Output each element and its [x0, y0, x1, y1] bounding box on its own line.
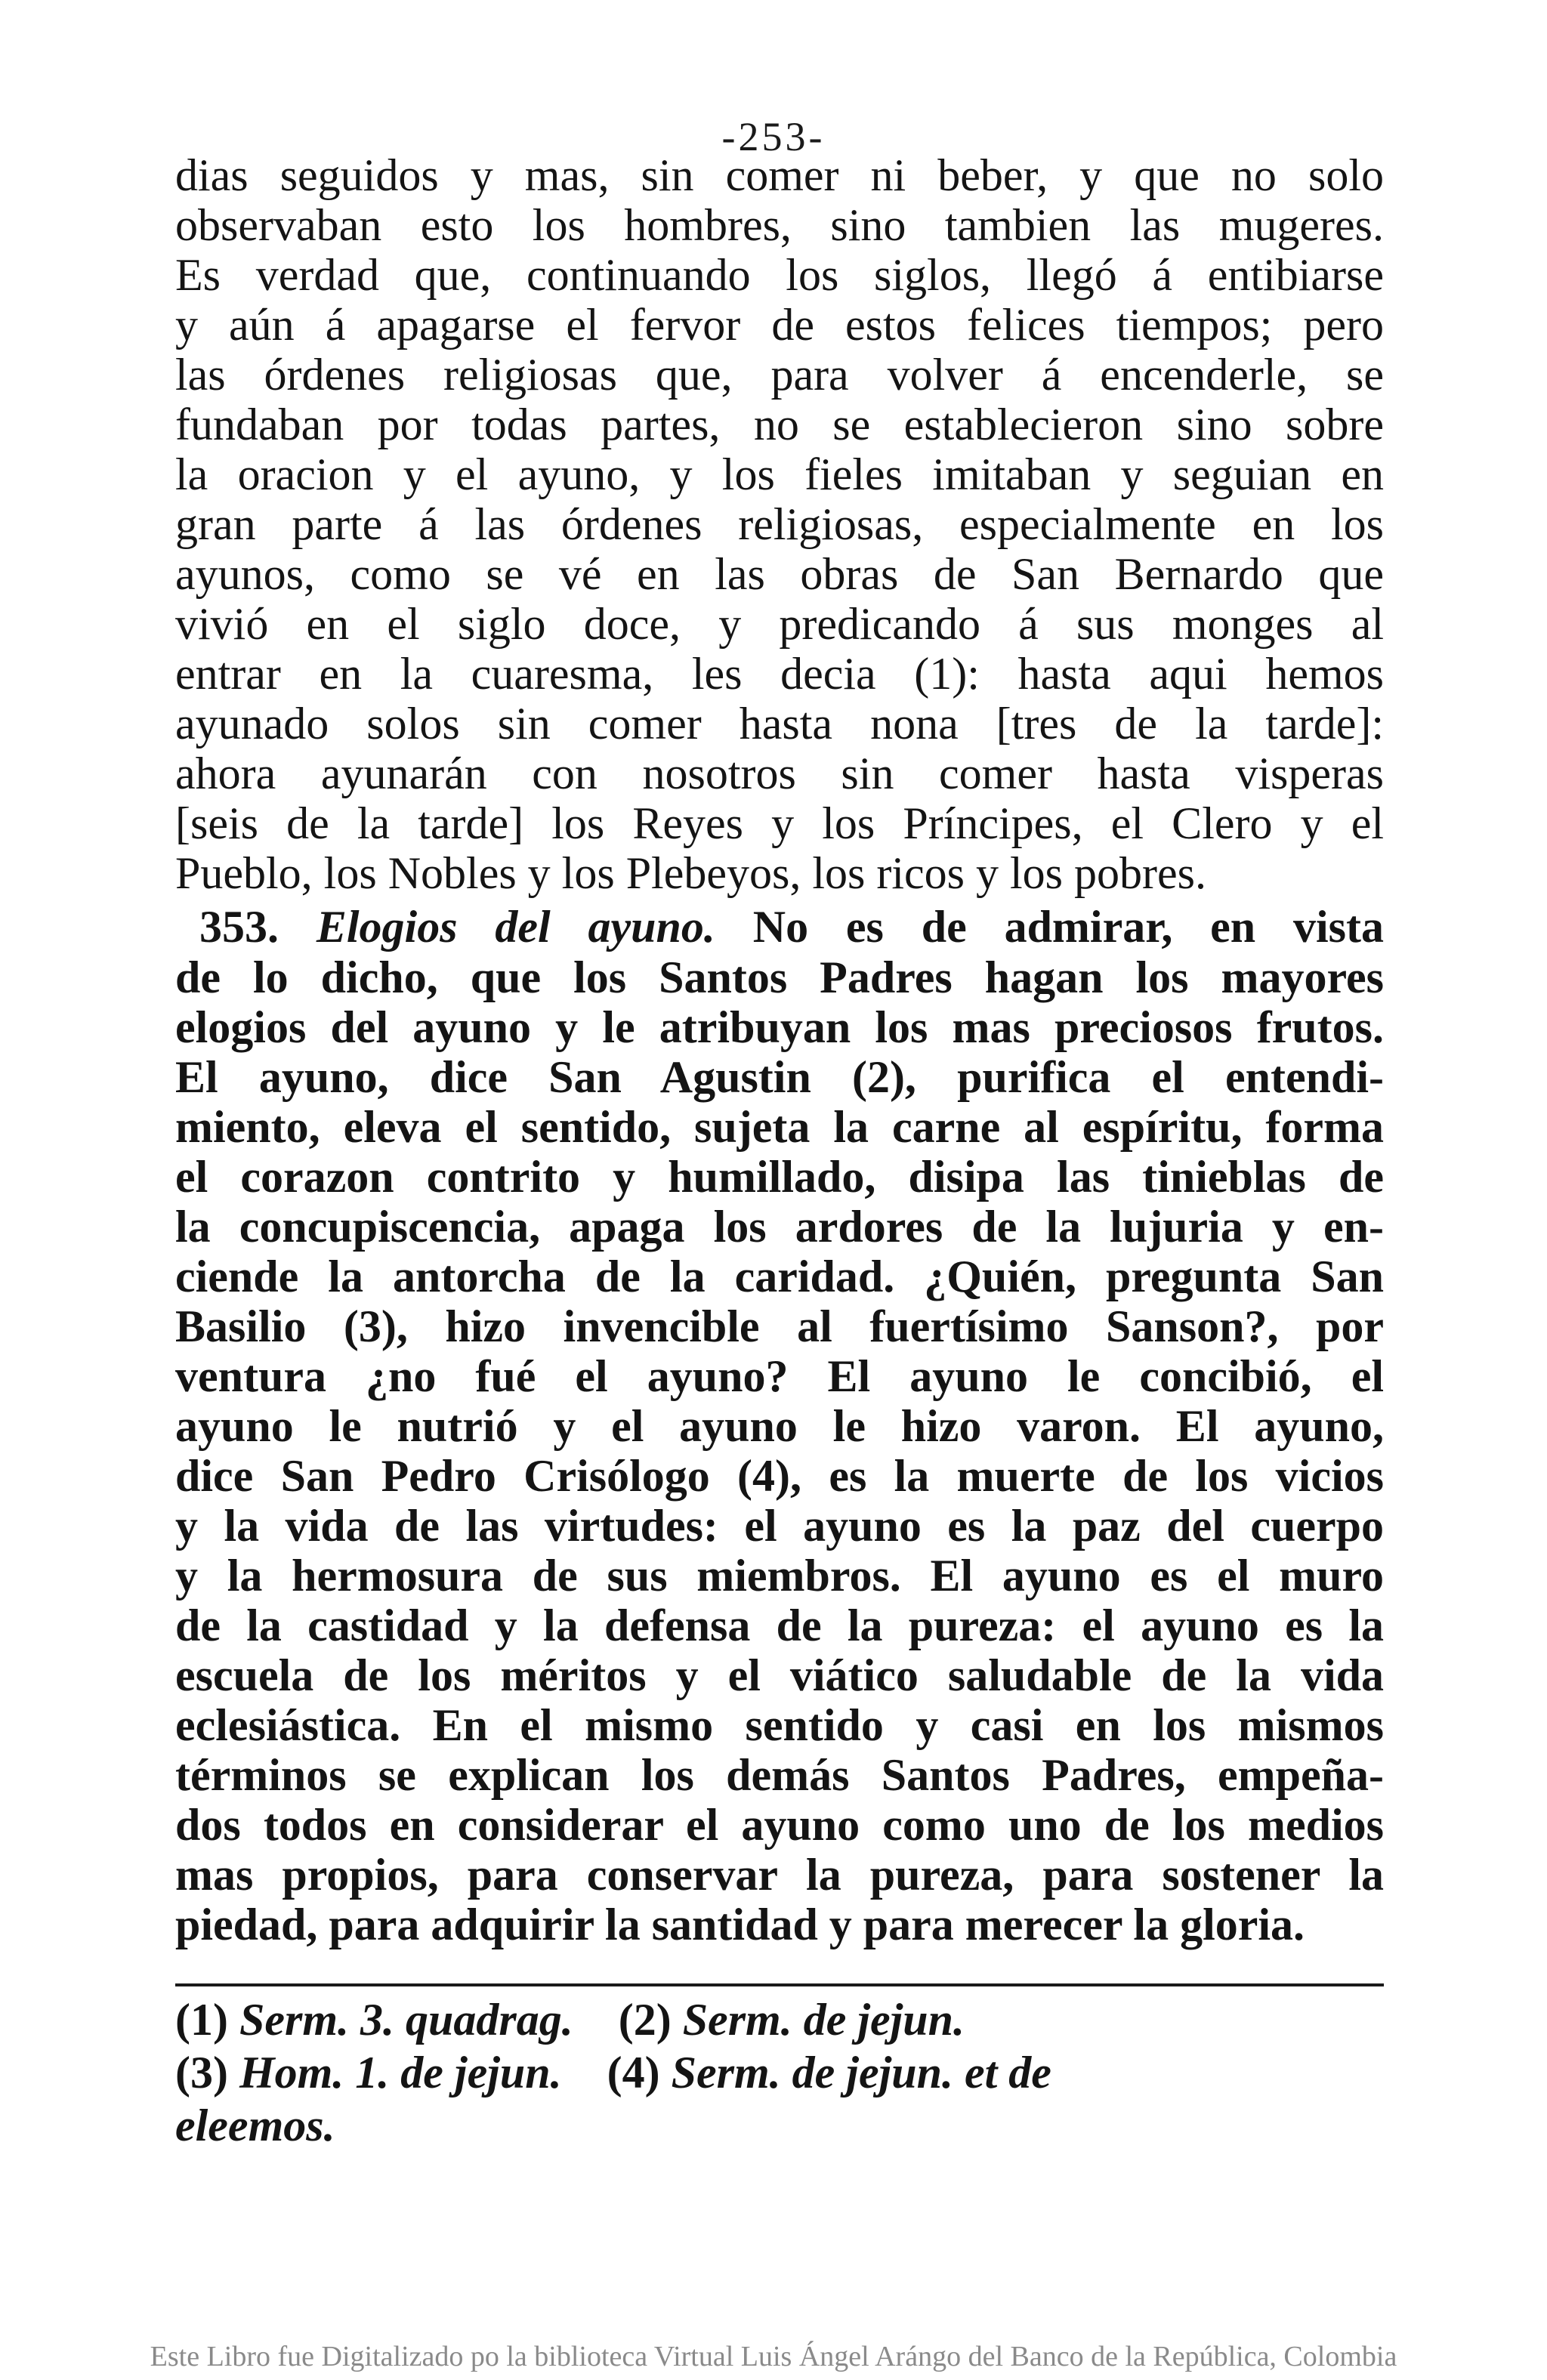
- section-first-line: No es de admirar, en vista: [752, 902, 1385, 952]
- footnote-mark: (1): [175, 1995, 228, 2045]
- footnote-rule: [175, 1983, 1384, 1986]
- text-line: ahora ayunarán con nosotros sin comer hasta visperas: [175, 749, 1384, 798]
- text-line: y la vida de las virtudes: el ayuno es la paz del cuerpo: [175, 1501, 1384, 1551]
- text-line: fundaban por todas partes, no se establecieron sino sobre: [175, 400, 1384, 449]
- text-line: ciende la antorcha de la caridad. ¿Quién, pregunta San: [175, 1252, 1384, 1301]
- footnote-mark: (2): [618, 1995, 672, 2045]
- text-line: ayuno le nutrió y el ayuno le hizo varon. El ayuno,: [175, 1401, 1384, 1451]
- footnote-ref: Serm. de jejun.: [682, 1995, 965, 2045]
- text-line: vivió en el siglo doce, y predicando á sus monges al: [175, 599, 1384, 649]
- text-line: Basilio (3), hizo invencible al fuertísimo Sanson?, por: [175, 1301, 1384, 1351]
- text-line: términos se explican los demás Santos Padres, empeña-: [175, 1750, 1384, 1800]
- section-title: Elogios del ayuno.: [316, 902, 715, 952]
- digitization-credit: Este Libro fue Digitalizado po la biblioteca Virtual Luis Ángel Arángo del Banco de la República, Colombia: [150, 2341, 1397, 2372]
- text-line: y aún á apagarse el fervor de estos felices tiempos; pero: [175, 300, 1384, 350]
- text-line: miento, eleva el sentido, sujeta la carne al espíritu, forma: [175, 1102, 1384, 1152]
- section-heading-line: [175, 903, 1384, 951]
- text-line: eclesiástica. En el mismo sentido y casi en los mismos: [175, 1700, 1384, 1750]
- text-line: ventura ¿no fué el ayuno? El ayuno le concibió, el: [175, 1351, 1384, 1401]
- page-number: -253-: [721, 114, 826, 159]
- text-line: escuela de los méritos y el viático saludable de la vida: [175, 1650, 1384, 1700]
- text-line: Pueblo, los Nobles y los Plebeyos, los ricos y los pobres.: [175, 848, 1206, 898]
- footnote-ref: Serm. de jejun. et de: [671, 2048, 1051, 2098]
- text-line: observaban esto los hombres, sino tambien las mugeres.: [175, 200, 1384, 250]
- text-line: dice San Pedro Crisólogo (4), es la muerte de los vicios: [175, 1451, 1384, 1501]
- text-line: [seis de la tarde] los Reyes y los Príncipes, el Clero y el: [175, 798, 1384, 848]
- text-line: la oracion y el ayuno, y los fieles imitaban y seguian en: [175, 449, 1384, 499]
- footnote-mark: (3): [175, 2048, 228, 2098]
- text-line: las órdenes religiosas que, para volver á encenderle, se: [175, 350, 1384, 400]
- text-line: y la hermosura de sus miembros. El ayuno es el muro: [175, 1551, 1384, 1601]
- text-line: dos todos en considerar el ayuno como uno de los medios: [175, 1800, 1384, 1850]
- footnote-line: [175, 1996, 1384, 2044]
- footnote-ref: eleemos.: [175, 2101, 335, 2150]
- section-number: 353.: [199, 902, 279, 952]
- text-line: el corazon contrito y humillado, disipa las tinieblas de: [175, 1152, 1384, 1202]
- text-line: de lo dicho, que los Santos Padres hagan los mayores: [175, 952, 1384, 1002]
- text-line: elogios del ayuno y le atribuyan los mas preciosos frutos.: [175, 1002, 1384, 1052]
- footnote-ref: Hom. 1. de jejun.: [239, 2048, 562, 2098]
- text-line: piedad, para adquirir la santidad y para merecer la gloria.: [175, 1900, 1305, 1949]
- text-line: entrar en la cuaresma, les decia (1): hasta aqui hemos: [175, 649, 1384, 699]
- text-line: ayunado solos sin comer hasta nona [tres de la tarde]:: [175, 699, 1384, 749]
- footnote-line: [175, 2048, 1384, 2097]
- footnote-mark: (4): [607, 2048, 660, 2098]
- text-line: ayunos, como se vé en las obras de San Bernardo que: [175, 549, 1384, 599]
- text-line: gran parte á las órdenes religiosas, especialmente en los: [175, 499, 1384, 549]
- footnote-ref: Serm. 3. quadrag.: [239, 1995, 573, 2045]
- text-line: dias seguidos y mas, sin comer ni beber, y que no solo: [175, 150, 1384, 200]
- text-line: El ayuno, dice San Agustin (2), purifica el entendi-: [175, 1052, 1384, 1102]
- text-line: mas propios, para conservar la pureza, para sostener la: [175, 1850, 1384, 1900]
- text-line: la concupiscencia, apaga los ardores de la lujuria y en-: [175, 1202, 1384, 1252]
- text-line: de la castidad y la defensa de la pureza: el ayuno es la: [175, 1601, 1384, 1650]
- footnote-line: [175, 2101, 1384, 2150]
- text-line: Es verdad que, continuando los siglos, llegó á entibiarse: [175, 250, 1384, 300]
